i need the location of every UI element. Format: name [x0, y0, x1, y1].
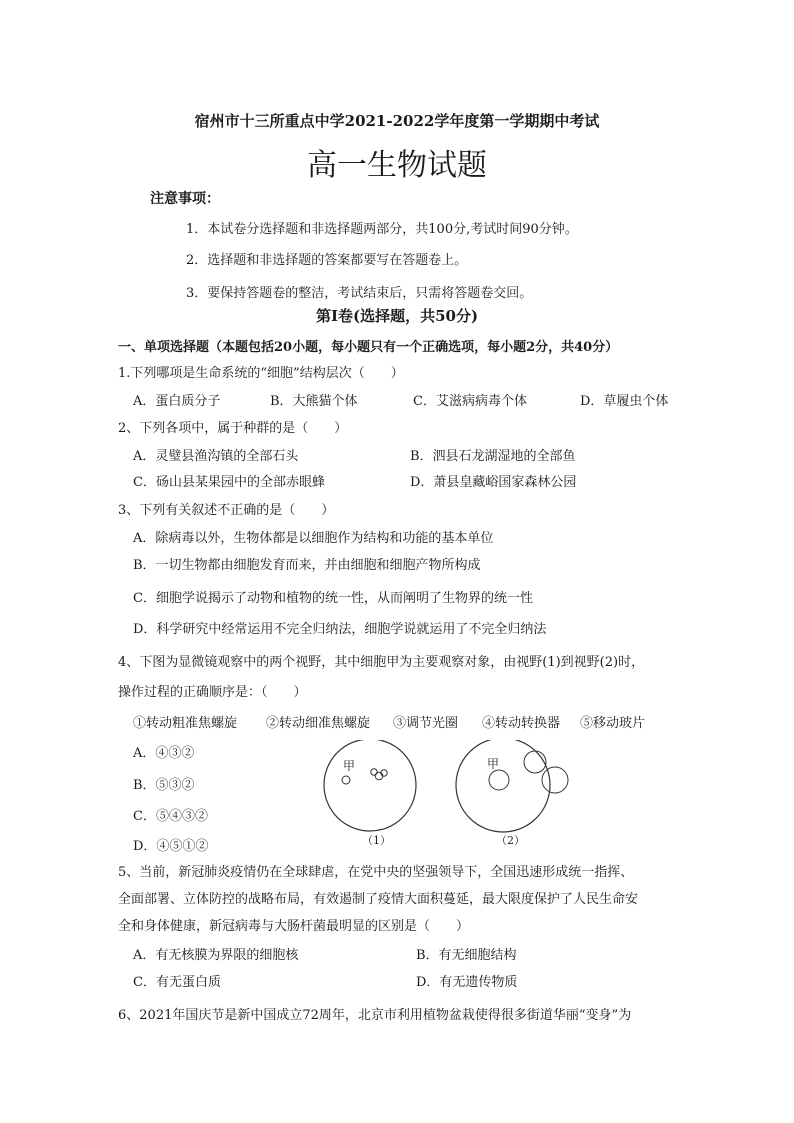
question-4-stem: 4、下图为显微镜观察中的两个视野，其中细胞甲为主要观察对象，由视野(1)到视野(2)时， — [118, 655, 645, 670]
question-4-option-b: B．⑤③② — [133, 778, 195, 793]
figure-caption-1: （1） — [362, 834, 391, 847]
question-4-step: ③调节光圈 — [393, 716, 459, 731]
question-3-option-c: C．细胞学说揭示了动物和植物的统一性，从而阐明了生物界的统一性 — [133, 591, 533, 606]
question-2-stem: 2、下列各项中，属于种群的是（ ） — [118, 421, 348, 436]
question-5-option-c: C．有无蛋白质 — [133, 975, 221, 990]
question-3-option-a: A．除病毒以外，生物体都是以细胞作为结构和功能的基本单位 — [133, 531, 494, 546]
cell-jia-small — [342, 776, 350, 784]
question-5-option-b: B．有无细胞结构 — [416, 948, 517, 963]
question-1-option-b: B．大熊猫个体 — [270, 394, 358, 409]
question-3-stem: 3、下列有关叙述不正确的是（ ） — [118, 503, 335, 518]
question-4-step: ②转动细准焦螺旋 — [266, 716, 371, 731]
cell — [542, 767, 568, 793]
question-5-stem-cont: 全和身体健康，新冠病毒与大肠杆菌最明显的区别是（ ） — [118, 919, 470, 934]
question-5-option-a: A．有无核膜为界限的细胞核 — [133, 948, 299, 963]
question-4-step: ④转动转换器 — [482, 716, 561, 731]
question-1-option-a: A．蛋白质分子 — [133, 394, 221, 409]
question-5-stem: 5、当前，新冠肺炎疫情仍在全球肆虐，在党中央的坚强领导下，全国迅速形成统一指挥、 — [118, 865, 634, 880]
notice-heading: 注意事项： — [150, 191, 220, 207]
field-of-view-1 — [324, 740, 416, 831]
question-1-option-c: C．艾滋病病毒个体 — [413, 394, 527, 409]
exam-title: 高一生物试题 — [307, 148, 487, 183]
section-title: 第Ⅰ卷(选择题，共50分) — [315, 307, 479, 325]
notice-item: 1．本试卷分选择题和非选择题两部分，共100分,考试时间90分钟。 — [186, 222, 578, 237]
question-3-option-b: B．一切生物都由细胞发育而来，并由细胞和细胞产物所构成 — [133, 558, 481, 573]
cell — [375, 772, 383, 780]
school-title: 宿州市十三所重点中学2021-2022学年度第一学期期中考试 — [194, 112, 600, 130]
question-5-option-d: D．有无遗传物质 — [416, 975, 518, 990]
question-4-step: ⑤移动玻片 — [580, 716, 646, 731]
question-5-stem-cont: 全面部署、立体防控的战略布局，有效遏制了疫情大面积蔓延，最大限度保护了人民生命安 — [118, 892, 639, 907]
notice-item: 3．要保持答题卷的整洁，考试结束后，只需将答题卷交回。 — [186, 286, 533, 301]
question-2-option-b: B．泗县石龙湖湿地的全部鱼 — [410, 449, 576, 464]
question-2-option-c: C．砀山县某果园中的全部赤眼蜂 — [133, 475, 325, 490]
cell-label: 甲 — [487, 757, 500, 771]
question-6-stem: 6、2021年国庆节是新中国成立72周年，北京市利用植物盆栽使得很多街道华丽“变身”为 — [118, 1008, 632, 1023]
question-3-option-d: D．科学研究中经常运用不完全归纳法，细胞学说就运用了不完全归纳法 — [133, 622, 547, 637]
question-4-option-a: A．④③② — [133, 746, 195, 761]
figure-caption-2: （2） — [496, 834, 525, 847]
question-4-stem-cont: 操作过程的正确顺序是：（ ） — [118, 685, 307, 700]
question-4-step: ①转动粗准焦螺旋 — [133, 716, 238, 731]
cell-label: 甲 — [343, 759, 356, 773]
question-2-option-a: A．灵璧县渔沟镇的全部石头 — [133, 449, 299, 464]
question-4-option-d: D．④⑤①② — [133, 839, 209, 854]
question-2-option-d: D．萧县皇藏峪国家森林公园 — [410, 475, 577, 490]
field-of-view-2 — [456, 740, 550, 832]
question-4-option-c: C．⑤④③② — [133, 809, 208, 824]
cell — [524, 751, 546, 773]
question-1-option-d: D．草履虫个体 — [580, 394, 669, 409]
notice-item: 2．选择题和非选择题的答案都要写在答题卷上。 — [186, 253, 468, 268]
cell-jia-magnified — [489, 770, 509, 790]
cell — [371, 769, 377, 775]
part-heading: 一、单项选择题（本题包括20小题，每小题只有一个正确选项，每小题2分，共40分） — [118, 340, 619, 355]
microscope-fields-figure — [310, 740, 570, 852]
question-1-stem: 1.下列哪项是生命系统的“细胞”结构层次（ ） — [118, 366, 404, 381]
